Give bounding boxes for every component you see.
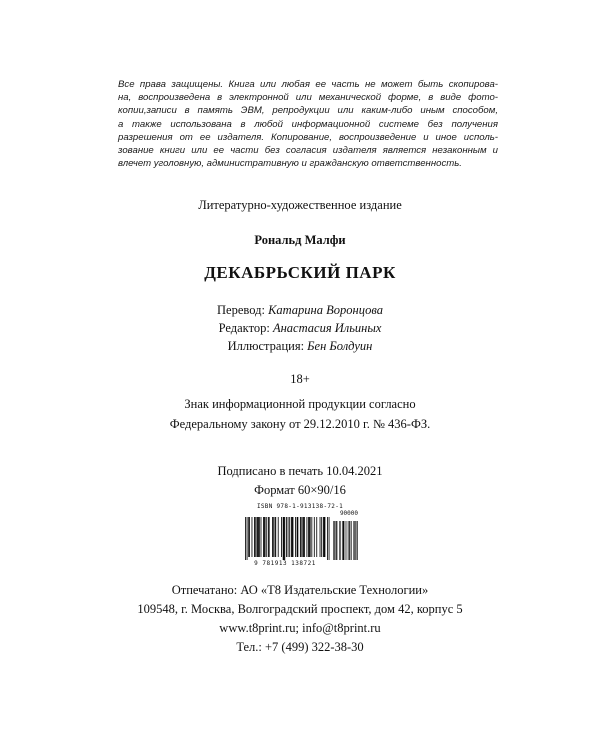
credit-illustrator [0, 337, 600, 355]
copyright-line: влечет уголовную, административную и гражданскую ответственность. [118, 158, 462, 170]
barcode-addon-digits: 90000 [339, 510, 358, 517]
author-name: Рональд Малфи [254, 233, 346, 247]
copyright-line: Все права защищены. Книга или любая ее часть не может быть скопирова- [118, 79, 498, 90]
credit-editor [0, 319, 600, 337]
book-title: ДЕКАБРЬСКИЙ ПАРК [204, 263, 396, 282]
printer-name: Отпечатано: АО «Т8 Издательские Технологии» [171, 583, 429, 597]
credit-person: Анастасия Ильиных [272, 321, 382, 335]
signed-date: Подписано в печать 10.04.2021 [217, 464, 383, 478]
isbn-barcode [241, 503, 359, 569]
isbn-text: ISBN 978-1-913138-72-1 [256, 503, 344, 510]
copyright-line: на, воспроизведена в электронной или механической форме, в виде фото- [118, 92, 498, 104]
printer-contacts: www.t8print.ru; info@t8print.ru [219, 621, 381, 635]
credit-person: Бен Болдуин [307, 339, 373, 353]
credit-role: Иллюстрация: [227, 339, 308, 353]
age-rating: 18+ [290, 372, 310, 386]
printer-phone: Тел.: +7 (499) 322-38-30 [236, 640, 364, 654]
credit-role: Редактор: [218, 321, 273, 335]
genre-label: Литературно-художественное издание [198, 198, 402, 212]
credit-role: Перевод: [217, 303, 269, 317]
copyright-line: зование книги или ее части без согласия издателя является незаконным и [118, 145, 498, 157]
copyright-line: а также использована в любой информационной системе без получения [118, 118, 498, 130]
law-line: Федеральному закону от 29.12.2010 г. № 436-ФЗ. [169, 417, 431, 431]
copyright-notice [118, 78, 498, 170]
printer-address: 109548, г. Москва, Волгоградский проспект, дом 42, корпус 5 [137, 602, 463, 616]
paper-format: Формат 60×90/16 [254, 483, 346, 497]
copyright-line: копии,записи в память ЭВМ, репродукции или каким-либо иным способом, [118, 105, 498, 117]
printer-info [0, 581, 600, 657]
barcode-bars [241, 517, 359, 561]
law-line: Знак информационной продукции согласно [184, 397, 416, 411]
copyright-line: разрешения от ее издателя. Копирование, воспроизведение и иное исполь- [118, 131, 498, 143]
print-info [0, 462, 600, 500]
credits [0, 301, 600, 355]
barcode-digits: 9 781913 138721 [254, 560, 316, 567]
law-notice [0, 394, 600, 434]
credit-translator [0, 301, 600, 319]
credit-person: Катарина Воронцова [268, 303, 383, 317]
